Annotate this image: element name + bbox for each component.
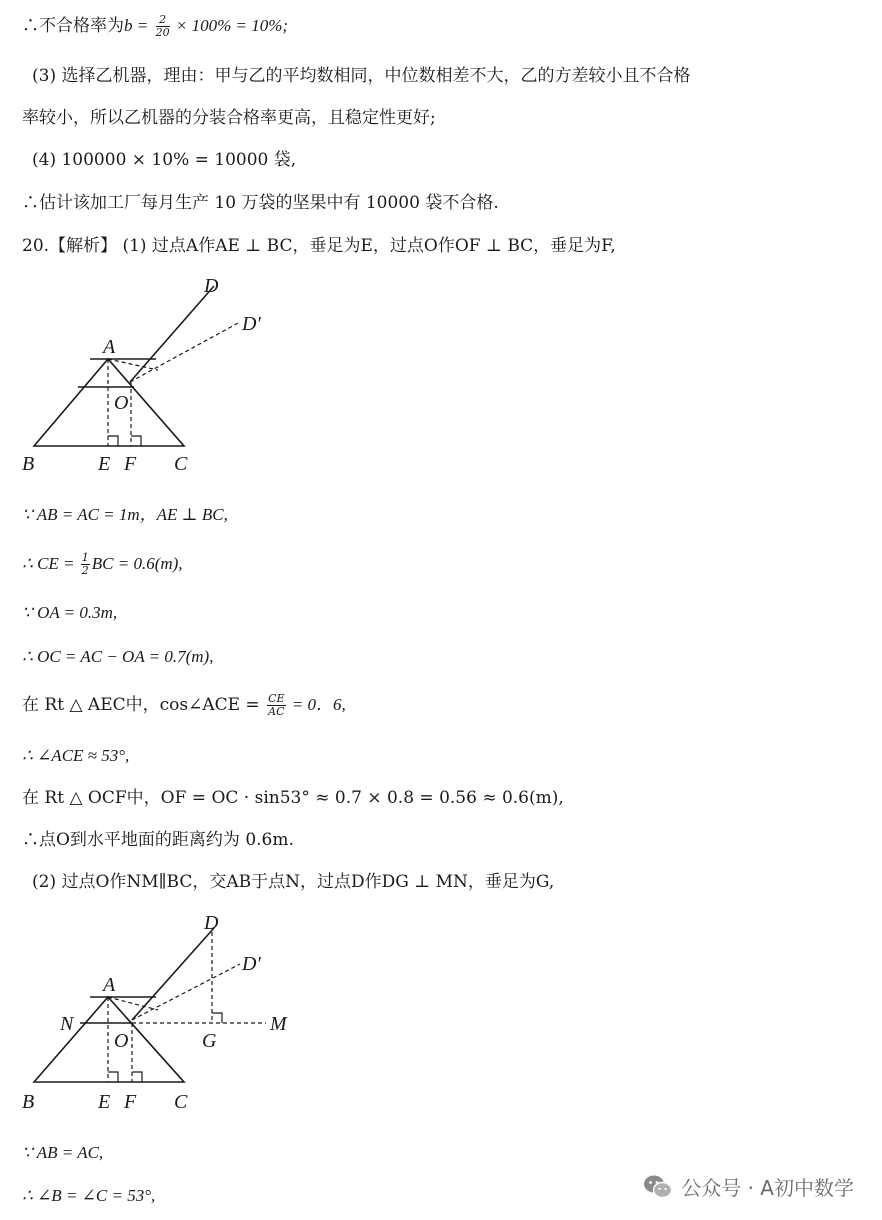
line-oa: ∵ OA = 0.3m,	[22, 603, 118, 622]
label-e: E	[98, 1091, 111, 1113]
label-d: D	[204, 912, 219, 934]
right-angle-e	[108, 436, 118, 446]
line-estimate: ∴估计该加工厂每月生产 10 万袋的坚果中有 10000 袋不合格.	[22, 193, 499, 213]
label-o: O	[114, 392, 129, 414]
label-c: C	[174, 453, 188, 475]
figure-1-diagram	[18, 272, 308, 477]
label-f: F	[124, 1091, 137, 1113]
math-bc: BC = 0.6(m),	[91, 554, 183, 573]
line-q20-intro: 20.【解析】 (1) 过点A作AE ⊥ BC，垂足为E，过点O作OF ⊥ BC，垂足为F,	[22, 236, 616, 256]
label-d-prime: D′	[242, 953, 261, 975]
math-b: b =	[124, 16, 149, 35]
line-oc: ∴ OC = AC − OA = 0.7(m),	[22, 647, 214, 666]
line-angle: ∴ ∠ACE ≈ 53°,	[22, 746, 130, 765]
watermark	[643, 1172, 854, 1201]
fraction-denominator: 20	[155, 26, 170, 39]
label-d: D	[204, 275, 219, 297]
fraction-denominator: AC	[268, 705, 285, 718]
label-d-prime: D′	[242, 313, 261, 335]
line-fail-rate	[22, 14, 288, 39]
label-g: G	[202, 1030, 217, 1052]
line-of: 在 Rt △ OCF中，OF = OC · sin53° ≈ 0.7 × 0.8 = 0.56 ≈ 0.6(m),	[22, 788, 564, 808]
line-q3-cont: 率较小，所以乙机器的分装合格率更高，且稳定性更好;	[22, 108, 436, 128]
right-angle-f	[132, 1072, 142, 1082]
fraction-numerator: CE	[268, 692, 285, 705]
label-c: C	[174, 1091, 188, 1113]
label-m: M	[270, 1013, 287, 1035]
fraction-half	[81, 552, 90, 577]
math-ce: ∴ CE =	[22, 554, 79, 573]
label-o: O	[114, 1030, 129, 1052]
dashed-od-prime	[130, 322, 240, 382]
fraction-ce-ac	[267, 693, 285, 718]
line-q4: (4) 100000 × 10% = 10000 袋,	[32, 150, 297, 170]
math-cos-value: = 0．6,	[287, 695, 346, 714]
watermark-text: 公众号 · A初中数学	[681, 1176, 854, 1200]
line-cos	[22, 693, 346, 718]
right-angle-f	[131, 436, 141, 446]
segment-od	[130, 286, 214, 382]
label-b: B	[22, 453, 35, 475]
right-angle-g	[212, 1013, 222, 1023]
line-q3: (3) 选择乙机器，理由：甲与乙的平均数相同，中位数相差不大，乙的方差较小且不合格	[32, 66, 691, 86]
line-ab-ac: ∵ AB = AC = 1m，AE ⊥ BC,	[22, 505, 228, 524]
right-angle-e	[108, 1072, 118, 1082]
label-a: A	[103, 336, 116, 358]
label-a: A	[103, 974, 116, 996]
label-b: B	[22, 1091, 35, 1113]
line-part2: (2) 过点O作NM∥BC，交AB于点N，过点D作DG ⊥ MN，垂足为G,	[32, 872, 555, 892]
math-percent: × 100% = 10%;	[171, 16, 289, 35]
line-distance: ∴点O到水平地面的距离约为 0.6m.	[22, 830, 294, 850]
fraction-numerator: 1	[81, 551, 89, 564]
fraction-2-20	[156, 14, 170, 39]
figure-2-diagram	[18, 908, 318, 1118]
triangle-abc	[34, 359, 184, 446]
text-cos-pre: 在 Rt △ AEC中，cos∠ACE =	[22, 695, 266, 715]
text-fail-rate-label: ∴不合格率为	[22, 16, 124, 36]
triangle-abc	[34, 997, 184, 1082]
line-ce	[22, 552, 183, 577]
fraction-denominator: 2	[81, 564, 89, 577]
label-n: N	[60, 1013, 74, 1035]
label-e: E	[98, 453, 111, 475]
label-f: F	[124, 453, 137, 475]
dashed-od-prime	[132, 964, 240, 1020]
wechat-icon	[643, 1174, 673, 1200]
line-ab-eq-ac: ∵ AB = AC,	[22, 1143, 104, 1162]
fraction-numerator: 2	[156, 14, 170, 27]
line-angle-b: ∴ ∠B = ∠C = 53°,	[22, 1186, 156, 1205]
